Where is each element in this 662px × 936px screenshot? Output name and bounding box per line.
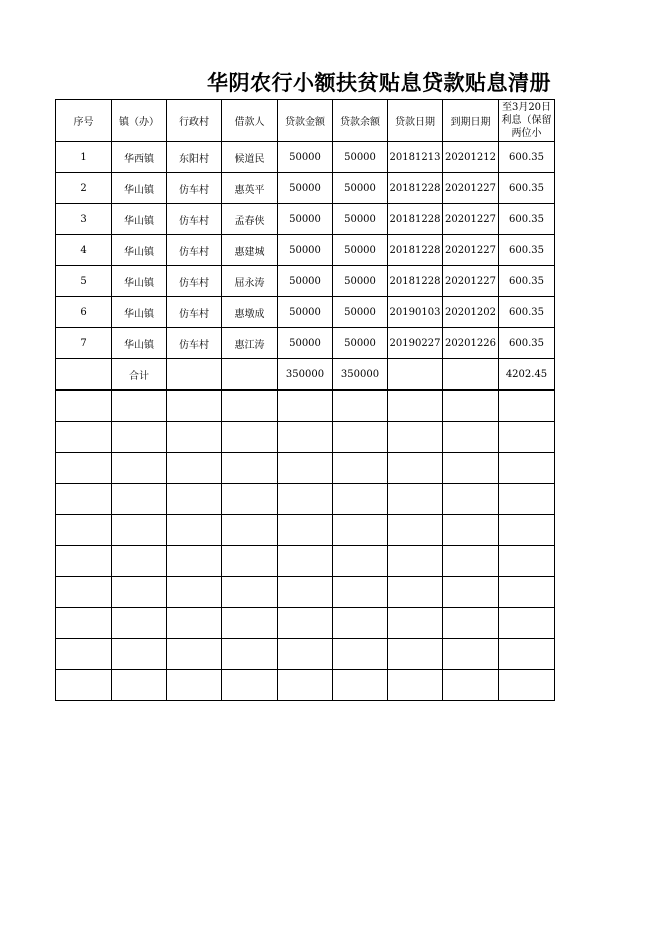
empty-cell xyxy=(167,577,222,608)
empty-cell xyxy=(333,670,388,701)
empty-cell xyxy=(167,639,222,670)
empty-cell xyxy=(222,484,278,515)
empty-cell xyxy=(443,639,499,670)
empty-row xyxy=(56,453,555,484)
cell-village: 仿车村 xyxy=(167,266,222,297)
empty-cell xyxy=(278,577,333,608)
empty-row xyxy=(56,390,555,422)
empty-cell xyxy=(56,422,112,453)
empty-cell xyxy=(56,453,112,484)
cell-village: 仿车村 xyxy=(167,235,222,266)
empty-cell xyxy=(112,422,167,453)
cell-seq: 4 xyxy=(56,235,112,266)
empty-row xyxy=(56,546,555,577)
cell-seq: 6 xyxy=(56,297,112,328)
cell-loan-amount: 50000 xyxy=(278,142,333,173)
empty-cell xyxy=(222,608,278,639)
empty-cell xyxy=(222,453,278,484)
cell-borrower: 惠墩成 xyxy=(222,297,278,328)
empty-cell xyxy=(388,577,443,608)
empty-cell xyxy=(443,670,499,701)
cell-loan-balance: 50000 xyxy=(333,173,388,204)
empty-row xyxy=(56,670,555,701)
total-loan-amount: 350000 xyxy=(278,359,333,391)
cell-loan-amount: 50000 xyxy=(278,328,333,359)
empty-cell xyxy=(167,390,222,422)
empty-cell xyxy=(167,608,222,639)
empty-cell xyxy=(333,639,388,670)
empty-cell xyxy=(112,639,167,670)
empty-cell xyxy=(499,577,555,608)
empty-cell xyxy=(112,546,167,577)
cell-loan-balance: 50000 xyxy=(333,328,388,359)
total-village xyxy=(167,359,222,391)
empty-cell xyxy=(333,453,388,484)
cell-loan-amount: 50000 xyxy=(278,266,333,297)
empty-cell xyxy=(278,515,333,546)
empty-row xyxy=(56,639,555,670)
cell-town: 华山镇 xyxy=(112,266,167,297)
cell-loan-amount: 50000 xyxy=(278,297,333,328)
empty-cell xyxy=(222,546,278,577)
cell-borrower: 孟春侠 xyxy=(222,204,278,235)
cell-due-date: 20201202 xyxy=(443,297,499,328)
cell-interest: 600.35 xyxy=(499,235,555,266)
cell-borrower: 惠建城 xyxy=(222,235,278,266)
cell-loan-date: 20181228 xyxy=(388,173,443,204)
cell-loan-date: 20181213 xyxy=(388,142,443,173)
table-row xyxy=(56,297,555,328)
empty-row xyxy=(56,608,555,639)
cell-interest: 600.35 xyxy=(499,142,555,173)
empty-cell xyxy=(278,639,333,670)
empty-cell xyxy=(443,515,499,546)
cell-due-date: 20201227 xyxy=(443,204,499,235)
empty-cell xyxy=(56,390,112,422)
empty-cell xyxy=(112,577,167,608)
empty-cell xyxy=(56,577,112,608)
cell-town: 华山镇 xyxy=(112,204,167,235)
total-row xyxy=(56,359,555,391)
empty-cell xyxy=(167,515,222,546)
header-loan-date: 贷款日期 xyxy=(388,100,443,142)
empty-cell xyxy=(499,546,555,577)
empty-cell xyxy=(333,515,388,546)
document-title: 华阴农行小额扶贫贴息贷款贴息清册 xyxy=(207,71,551,95)
cell-seq: 5 xyxy=(56,266,112,297)
cell-village: 仿车村 xyxy=(167,173,222,204)
empty-row xyxy=(56,577,555,608)
header-village: 行政村 xyxy=(167,100,222,142)
table-row xyxy=(56,328,555,359)
empty-cell xyxy=(333,608,388,639)
empty-cell xyxy=(112,515,167,546)
empty-cell xyxy=(167,453,222,484)
cell-loan-amount: 50000 xyxy=(278,235,333,266)
empty-row xyxy=(56,515,555,546)
table-row xyxy=(56,142,555,173)
empty-cell xyxy=(388,546,443,577)
cell-loan-date: 20181228 xyxy=(388,235,443,266)
cell-loan-date: 20190103 xyxy=(388,297,443,328)
header-loan-balance: 贷款余额 xyxy=(333,100,388,142)
cell-interest: 600.35 xyxy=(499,328,555,359)
empty-cell xyxy=(443,577,499,608)
total-loan-balance: 350000 xyxy=(333,359,388,391)
header-seq: 序号 xyxy=(56,100,112,142)
cell-interest: 600.35 xyxy=(499,297,555,328)
cell-loan-balance: 50000 xyxy=(333,297,388,328)
cell-loan-date: 20181228 xyxy=(388,266,443,297)
empty-cell xyxy=(388,608,443,639)
cell-loan-amount: 50000 xyxy=(278,173,333,204)
empty-row xyxy=(56,484,555,515)
empty-cell xyxy=(112,670,167,701)
empty-cell xyxy=(112,608,167,639)
empty-cell xyxy=(333,390,388,422)
empty-cell xyxy=(388,390,443,422)
empty-cell xyxy=(167,422,222,453)
cell-town: 华山镇 xyxy=(112,173,167,204)
empty-cell xyxy=(278,608,333,639)
empty-row xyxy=(56,422,555,453)
cell-due-date: 20201226 xyxy=(443,328,499,359)
cell-village: 东阳村 xyxy=(167,142,222,173)
empty-cell xyxy=(388,515,443,546)
cell-seq: 3 xyxy=(56,204,112,235)
empty-cell xyxy=(56,484,112,515)
empty-cell xyxy=(167,670,222,701)
cell-loan-balance: 50000 xyxy=(333,266,388,297)
empty-cell xyxy=(112,390,167,422)
empty-cell xyxy=(499,422,555,453)
cell-loan-date: 20190227 xyxy=(388,328,443,359)
empty-cell xyxy=(56,670,112,701)
cell-loan-amount: 50000 xyxy=(278,204,333,235)
cell-loan-date: 20181228 xyxy=(388,204,443,235)
empty-cell xyxy=(388,639,443,670)
cell-village: 仿车村 xyxy=(167,328,222,359)
cell-loan-balance: 50000 xyxy=(333,235,388,266)
empty-cell xyxy=(443,453,499,484)
cell-borrower: 惠英平 xyxy=(222,173,278,204)
empty-cell xyxy=(278,546,333,577)
empty-cell xyxy=(278,390,333,422)
empty-cell xyxy=(278,670,333,701)
empty-cell xyxy=(222,515,278,546)
total-interest: 4202.45 xyxy=(499,359,555,391)
cell-seq: 7 xyxy=(56,328,112,359)
cell-loan-balance: 50000 xyxy=(333,142,388,173)
empty-cell xyxy=(278,453,333,484)
cell-due-date: 20201227 xyxy=(443,266,499,297)
total-seq xyxy=(56,359,112,391)
total-town: 合计 xyxy=(112,359,167,391)
empty-cell xyxy=(499,639,555,670)
cell-seq: 1 xyxy=(56,142,112,173)
cell-borrower: 候道民 xyxy=(222,142,278,173)
empty-cell xyxy=(499,390,555,422)
cell-town: 华山镇 xyxy=(112,235,167,266)
table-row xyxy=(56,204,555,235)
empty-cell xyxy=(443,546,499,577)
empty-cell xyxy=(222,422,278,453)
empty-cell xyxy=(443,608,499,639)
cell-borrower: 屈永涛 xyxy=(222,266,278,297)
empty-cell xyxy=(333,577,388,608)
header-row xyxy=(56,100,555,142)
empty-cell xyxy=(388,422,443,453)
empty-cell xyxy=(499,453,555,484)
empty-cell xyxy=(443,484,499,515)
empty-cell xyxy=(56,639,112,670)
table-row xyxy=(56,266,555,297)
cell-seq: 2 xyxy=(56,173,112,204)
empty-cell xyxy=(499,515,555,546)
empty-cell xyxy=(388,453,443,484)
empty-cell xyxy=(388,670,443,701)
empty-cell xyxy=(443,390,499,422)
empty-cell xyxy=(222,670,278,701)
empty-cell xyxy=(112,453,167,484)
cell-loan-balance: 50000 xyxy=(333,204,388,235)
header-borrower: 借款人 xyxy=(222,100,278,142)
header-due-date: 到期日期 xyxy=(443,100,499,142)
cell-town: 华山镇 xyxy=(112,328,167,359)
total-due-date xyxy=(443,359,499,391)
cell-interest: 600.35 xyxy=(499,266,555,297)
empty-cell xyxy=(388,484,443,515)
loan-interest-table xyxy=(55,99,555,701)
cell-due-date: 20201227 xyxy=(443,235,499,266)
cell-due-date: 20201227 xyxy=(443,173,499,204)
empty-cell xyxy=(167,546,222,577)
cell-village: 仿车村 xyxy=(167,297,222,328)
empty-cell xyxy=(56,515,112,546)
cell-due-date: 20201212 xyxy=(443,142,499,173)
cell-borrower: 惠江涛 xyxy=(222,328,278,359)
cell-village: 仿车村 xyxy=(167,204,222,235)
empty-cell xyxy=(222,639,278,670)
empty-cell xyxy=(56,546,112,577)
cell-interest: 600.35 xyxy=(499,204,555,235)
empty-cell xyxy=(278,422,333,453)
empty-cell xyxy=(499,608,555,639)
empty-cell xyxy=(333,546,388,577)
header-loan-amount: 贷款金额 xyxy=(278,100,333,142)
empty-cell xyxy=(278,484,333,515)
empty-cell xyxy=(56,608,112,639)
table-row xyxy=(56,235,555,266)
empty-cell xyxy=(443,422,499,453)
cell-town: 华西镇 xyxy=(112,142,167,173)
header-town: 镇（办） xyxy=(112,100,167,142)
empty-cell xyxy=(222,390,278,422)
empty-cell xyxy=(499,484,555,515)
empty-cell xyxy=(222,577,278,608)
empty-cell xyxy=(167,484,222,515)
total-loan-date xyxy=(388,359,443,391)
empty-cell xyxy=(333,422,388,453)
cell-town: 华山镇 xyxy=(112,297,167,328)
table-row xyxy=(56,173,555,204)
empty-cell xyxy=(333,484,388,515)
empty-cell xyxy=(499,670,555,701)
total-borrower xyxy=(222,359,278,391)
empty-cell xyxy=(112,484,167,515)
header-interest: 至3月20日利息（保留两位小 xyxy=(499,100,555,142)
cell-interest: 600.35 xyxy=(499,173,555,204)
